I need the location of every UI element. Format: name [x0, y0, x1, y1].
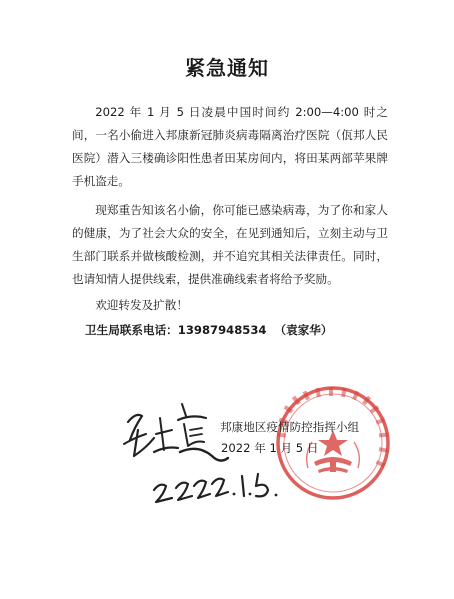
contact-name: （袁家华）: [274, 323, 333, 337]
contact-phone: 卫生局联系电话：13987948534: [85, 323, 267, 337]
contact-line: [85, 319, 332, 342]
notice-title: 紧急通知: [185, 56, 269, 80]
notice-paragraph-incident: 2022 年 1 月 5 日凌晨中国时间约 2:00—4:00 时之间，一名小偷进入邦康新冠肺炎病毒隔离治疗医院（佤邦人民医院）潜入三楼确诊阳性患者田某房间内，将田某两部苹果牌手机盗走。: [72, 105, 388, 188]
handwritten-signature-icon: [120, 394, 320, 524]
issue-date: 2022 年 1 月 5 日: [221, 441, 319, 455]
notice-paragraph-share: 欢迎转发及扩散！: [95, 298, 188, 312]
issuer-name: 邦康地区疫情防控指挥小组: [220, 420, 360, 434]
notice-paragraph-appeal: 现郑重告知该名小偷，你可能已感染病毒，为了你和家人的健康，为了社会大众的安全，在见到通知后，立刻主动与卫生部门联系并做核酸检测，并不追究其相关法律责任。同时，也请知情人提供线索，提供准确线索者将给予奖励。: [72, 203, 388, 286]
